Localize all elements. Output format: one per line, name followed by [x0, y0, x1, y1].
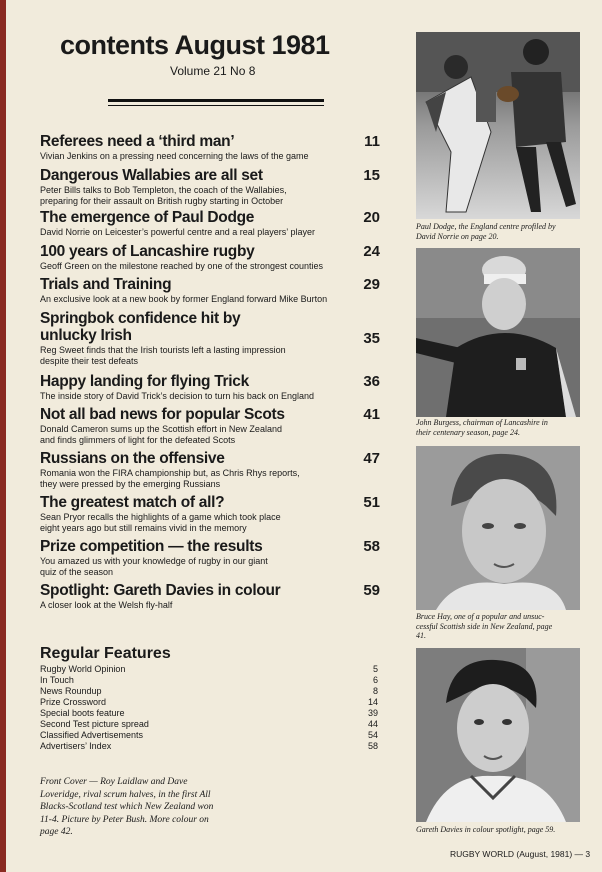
article-description: they were pressed by the emerging Russians — [40, 478, 221, 489]
cover-note-line: Loveridge, rival scrum halves, in the first All — [40, 789, 211, 800]
photo-caption — [416, 222, 584, 241]
feature-row[interactable] — [40, 675, 378, 685]
article-page: 24 — [363, 243, 380, 260]
article-item[interactable] — [40, 406, 380, 445]
caption-line: their centenary season, page 24. — [416, 427, 520, 437]
feature-name: Special boots feature — [40, 708, 125, 718]
photo-image — [416, 248, 580, 417]
feature-page: 44 — [367, 719, 378, 729]
article-headline: 100 years of Lancashire rugby — [40, 243, 255, 260]
cover-note — [40, 776, 270, 839]
article-item[interactable] — [40, 373, 380, 402]
regular-features-title: Regular Features — [40, 645, 171, 662]
feature-name: Classified Advertisements — [40, 730, 144, 740]
feature-page: 14 — [367, 697, 378, 707]
feature-name: Second Test picture spread — [40, 719, 149, 729]
article-page: 41 — [363, 406, 380, 423]
feature-row[interactable] — [40, 686, 378, 696]
cover-note-line: page 42. — [40, 827, 73, 837]
photo-caption — [416, 612, 584, 641]
article-item[interactable] — [40, 167, 380, 206]
article-page: 59 — [363, 582, 380, 599]
photo-caption — [416, 825, 584, 835]
caption-line: David Norrie on page 20. — [416, 231, 499, 241]
article-item[interactable] — [40, 243, 380, 272]
feature-row[interactable] — [40, 697, 378, 707]
article-headline: Spotlight: Gareth Davies in colour — [40, 582, 281, 599]
article-description: A closer look at the Welsh fly-half — [40, 600, 173, 610]
title-divider — [108, 99, 324, 102]
article-description: and finds glimmers of light for the defeated Scots — [40, 434, 236, 445]
article-headline: Trials and Training — [40, 276, 172, 293]
article-description: The inside story of David Trick’s decision to turn his back on England — [40, 391, 314, 401]
article-item[interactable] — [40, 310, 380, 366]
article-page: 58 — [363, 538, 380, 555]
feature-page: 58 — [367, 741, 378, 751]
article-item[interactable] — [40, 494, 380, 533]
feature-page: 39 — [367, 708, 378, 718]
article-description: eight years ago but still remains vivid in the memory — [40, 522, 247, 533]
article-headline: Russians on the offensive — [40, 450, 225, 467]
article-item[interactable] — [40, 133, 380, 162]
article-item[interactable] — [40, 276, 380, 305]
feature-name: Prize Crossword — [40, 697, 107, 707]
article-description: You amazed us with your knowledge of rugby in our giant — [40, 556, 268, 566]
title-divider-thin — [108, 105, 324, 106]
article-description: Reg Sweet finds that the Irish tourists left a lasting impression — [40, 345, 286, 355]
photo-caption — [416, 418, 584, 437]
feature-name: News Roundup — [40, 686, 102, 696]
article-item[interactable] — [40, 450, 380, 489]
article-page: 51 — [363, 494, 380, 511]
feature-row[interactable] — [40, 719, 378, 729]
article-description: Donald Cameron sums up the Scottish effort in New Zealand — [40, 424, 282, 434]
page-footer: RUGBY WORLD (August, 1981) — 3 — [450, 849, 591, 859]
article-headline: Dangerous Wallabies are all set — [40, 167, 263, 184]
article-description: quiz of the season — [40, 566, 114, 577]
article-headline: Happy landing for flying Trick — [40, 373, 249, 390]
article-item[interactable] — [40, 582, 380, 611]
article-page: 47 — [363, 450, 380, 467]
article-headline: The greatest match of all? — [40, 494, 225, 511]
article-headline: Referees need a ‘third man’ — [40, 133, 235, 150]
feature-row[interactable] — [40, 741, 378, 751]
feature-name: Advertisers’ Index — [40, 741, 112, 751]
photo-gareth-davies — [416, 648, 580, 822]
article-page: 36 — [363, 373, 380, 390]
article-description: Vivian Jenkins on a pressing need concerning the laws of the game — [40, 151, 309, 161]
feature-page: 6 — [372, 675, 378, 685]
feature-name: Rugby World Opinion — [40, 664, 126, 674]
article-page: 20 — [363, 209, 380, 226]
article-headline: Springbok confidence hit by — [40, 310, 241, 327]
article-description: Peter Bills talks to Bob Templeton, the coach of the Wallabies, — [40, 185, 287, 195]
article-description: preparing for their assault on British rugby starting in October — [40, 195, 284, 206]
article-item[interactable] — [40, 538, 380, 577]
cover-note-line: Blacks-Scotland test which New Zealand won — [40, 802, 214, 812]
caption-line: cessful Scottish side in New Zealand, page — [416, 621, 553, 631]
photo-image — [416, 32, 580, 219]
article-page: 11 — [364, 133, 380, 150]
article-item[interactable] — [40, 209, 380, 238]
feature-row[interactable] — [40, 730, 378, 740]
page-edge — [0, 0, 6, 872]
photo-image — [416, 446, 580, 610]
article-description: Sean Pryor recalls the highlights of a game which took place — [40, 512, 281, 522]
article-page: 35 — [363, 330, 380, 347]
photo-john-burgess — [416, 248, 580, 417]
photo-bruce-hay — [416, 446, 580, 610]
photo-paul-dodge — [416, 32, 580, 219]
page-title: contents August 1981 — [60, 30, 330, 60]
caption-line: John Burgess, chairman of Lancashire in — [416, 418, 548, 427]
volume-number: Volume 21 No 8 — [170, 64, 256, 78]
cover-note-line: 11-4. Picture by Peter Bush. More colour on — [40, 814, 209, 825]
feature-name: In Touch — [40, 675, 74, 685]
article-description: Romania won the FIRA championship but, as Chris Rhys reports, — [40, 468, 300, 478]
feature-page: 8 — [372, 686, 378, 696]
caption-line: Paul Dodge, the England centre profiled by — [416, 222, 556, 231]
article-description: An exclusive look at a new book by former England forward Mike Burton — [40, 294, 328, 304]
caption-line: Gareth Davies in colour spotlight, page 59. — [416, 825, 556, 834]
cover-note-line: Front Cover — Roy Laidlaw and Dave — [40, 777, 188, 787]
article-description: Geoff Green on the milestone reached by one of the strongest counties — [40, 261, 324, 271]
feature-page: 5 — [372, 664, 378, 674]
article-headline: Not all bad news for popular Scots — [40, 406, 285, 423]
caption-line: Bruce Hay, one of a popular and unsuc- — [416, 612, 545, 621]
feature-row[interactable] — [40, 708, 378, 718]
feature-page: 54 — [367, 730, 378, 740]
article-page: 15 — [363, 167, 380, 184]
article-page: 29 — [363, 276, 380, 293]
feature-row[interactable] — [40, 664, 378, 674]
caption-line: 41. — [416, 631, 426, 640]
article-description: David Norrie on Leicester’s powerful centre and a real players’ player — [40, 227, 315, 237]
article-description: despite their test defeats — [40, 355, 139, 366]
article-headline: unlucky Irish — [40, 327, 132, 344]
article-headline: Prize competition — the results — [40, 538, 263, 555]
photo-image — [416, 648, 580, 822]
article-headline: The emergence of Paul Dodge — [40, 209, 255, 226]
